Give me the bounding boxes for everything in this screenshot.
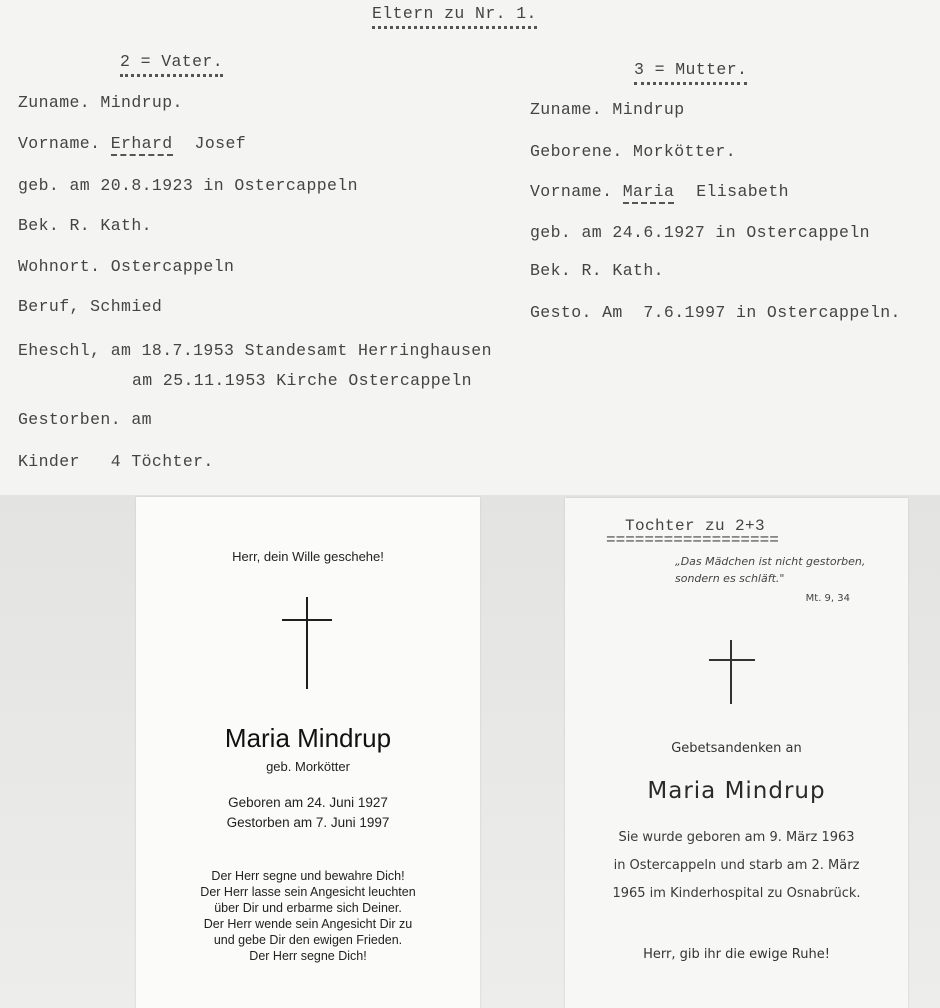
card-typed-underline: ==================	[606, 531, 779, 549]
father-title: 2 = Vater.	[120, 52, 223, 71]
record-heading: Eltern zu Nr. 1.	[372, 4, 537, 23]
card-typed-title: Tochter zu 2+3	[625, 517, 766, 535]
father-zuname: Zuname. Mindrup.	[18, 93, 183, 112]
memorial-card-daughter	[565, 498, 908, 1008]
father-vorname-first: Erhard	[111, 134, 173, 156]
card-died: Gestorben am 7. Juni 1997	[226, 815, 390, 830]
mother-gesto: Gesto. Am 7.6.1997 in Ostercappeln.	[530, 303, 901, 322]
mother-geborene: Geborene. Morkötter.	[530, 142, 737, 161]
card-quote-line-2: sondern es schläft."	[675, 572, 785, 585]
mother-bek: Bek. R. Kath.	[530, 261, 664, 280]
father-geb: geb. am 20.8.1923 in Ostercappeln	[18, 176, 358, 195]
memorial-card-mother	[136, 497, 480, 1008]
father-wohnort: Wohnort. Ostercappeln	[18, 257, 235, 276]
card-quote-line-1: „Das Mädchen ist nicht gestorben,	[675, 555, 866, 568]
mother-title: 3 = Mutter.	[634, 60, 747, 79]
father-bek: Bek. R. Kath.	[18, 216, 152, 235]
card-blessing: Der Herr segne und bewahre Dich! Der Herr lasse sein Angesicht leuchten über Dir und erbarme sich Deiner. Der Herr wende sein Angesicht Dir zu und gebe Dir den ewigen Frieden. Der Herr segne Dich!	[200, 869, 416, 963]
card-closing: Herr, gib ihr die ewige Ruhe!	[643, 947, 830, 962]
mother-zuname: Zuname. Mindrup	[530, 100, 685, 119]
typed-family-record	[0, 0, 940, 495]
father-eheschl-1: Eheschl, am 18.7.1953 Standesamt Herringhausen	[18, 341, 492, 360]
card-life-text: Sie wurde geboren am 9. März 1963 in Ostercappeln und starb am 2. März 1965 im Kinderhospital zu Osnabrück.	[612, 830, 861, 901]
card-name: Maria Mindrup	[647, 778, 826, 804]
card-born: Geboren am 24. Juni 1927	[228, 795, 388, 810]
card-maiden-name: geb. Morkötter	[266, 759, 350, 774]
card-gebet: Gebetsandenken an	[671, 741, 802, 756]
father-eheschl-2: am 25.11.1953 Kirche Ostercappeln	[132, 371, 472, 390]
card-motto: Herr, dein Wille geschehe!	[232, 549, 384, 564]
father-vorname: Vorname. Erhard Josef	[18, 134, 246, 153]
father-beruf: Beruf, Schmied	[18, 297, 163, 316]
mother-geb: geb. am 24.6.1927 in Ostercappeln	[530, 223, 870, 242]
card-name: Maria Mindrup	[224, 723, 392, 753]
mother-vorname-first: Maria	[623, 182, 675, 204]
father-gestorben: Gestorben. am	[18, 410, 152, 429]
father-vorname-second: Josef	[194, 134, 247, 153]
mother-vorname-second: Elisabeth	[696, 182, 789, 201]
father-kinder: Kinder 4 Töchter.	[18, 452, 214, 471]
card-quote-ref: Mt. 9, 34	[805, 593, 850, 604]
mother-vorname: Vorname. Maria Elisabeth	[530, 182, 789, 201]
